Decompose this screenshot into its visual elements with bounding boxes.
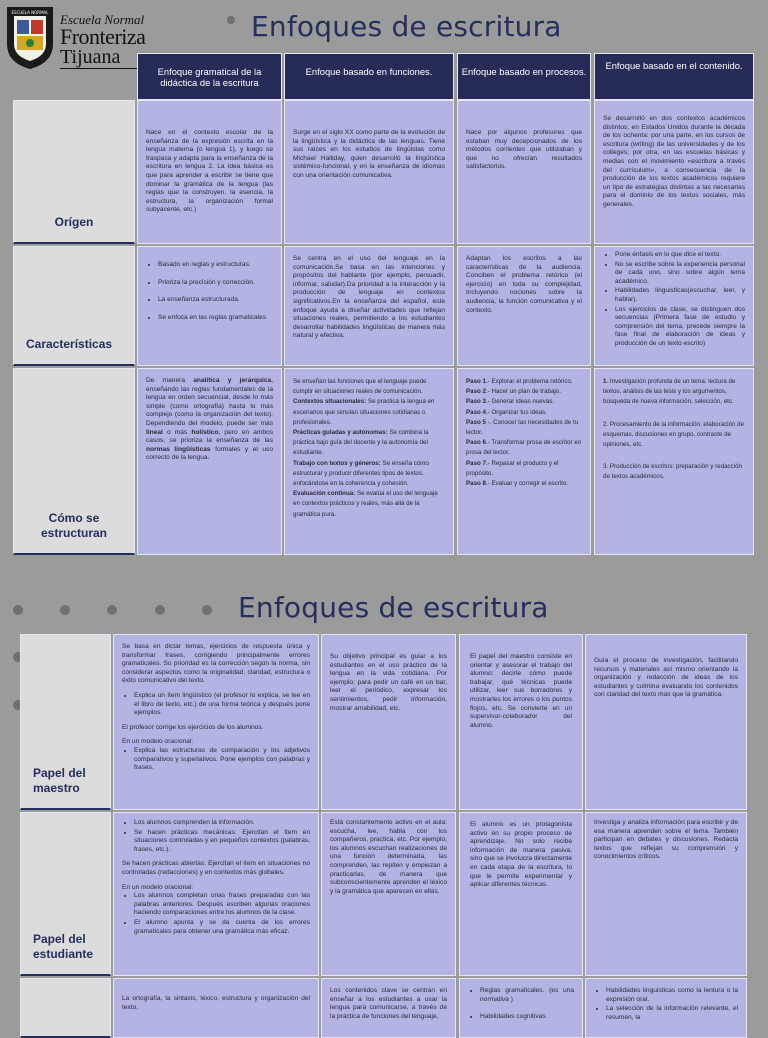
step-text: .- Hacer un plan de trabajo. — [485, 388, 561, 396]
step-text: .- Repasar el producto y el propósito. — [466, 459, 559, 477]
table-cell — [594, 368, 754, 555]
logo-line-1: Escuela Normal — [60, 12, 145, 27]
decorative-dot — [155, 605, 165, 615]
column-header-label: Enfoque basado en procesos. — [461, 66, 587, 77]
step-label: Paso 6 — [466, 439, 486, 447]
text-run-bold: Evaluación continua: — [293, 490, 356, 498]
list-item: • No se escribe sobre la experiencia personal de cada uno, sino sobre algún tema académico. — [615, 261, 745, 287]
text-block — [293, 489, 445, 520]
table-cell: Surge en el siglo XX como parte de la evolución de la lingüística y la didáctica de las lenguas. Tiene sus raíces en los estudios de lingüistas como Michael Halliday, quien desarrolló la lingüística sistémico-funcional, y en la enseñanza de idiomas con una orientación comunicativa. — [284, 100, 454, 244]
list-item: • Basado en reglas y estructuras. — [158, 261, 273, 270]
list-item: • Reglas gramaticales. (es una normativa ) — [480, 987, 574, 1004]
text-block: Se basa en dictar temas, ejercicios de respuesta única y transformar frases, corrigiendo principalmente errores gramaticales. Su prioridad es la corrección según la norma, sin considerar aspectos como la originalidad, claridad, estructura o éxito comunicativo del texto. — [122, 643, 310, 685]
text-run: 3. Producción de escritos: preparación y redacción de textos académicos. — [603, 463, 742, 481]
row-label-text: Orígen — [54, 215, 94, 229]
text-run-bold: holístico — [191, 428, 219, 436]
column-header-gramatical — [137, 53, 282, 100]
decorative-dot — [60, 605, 70, 615]
text-block — [603, 377, 745, 408]
text-run: formales y el uso correcto de la lengua. — [146, 445, 273, 462]
step-text: .- Explorar el problema retórico. — [485, 378, 573, 385]
table-cell — [459, 978, 583, 1038]
bullet-list — [146, 261, 273, 322]
bullet-list — [122, 692, 310, 718]
table-cell: Se centra en el uso del lenguaje en la comunicación.Se basa en las intenciones y propósitos del hablante (por ejemplo, persuadir, informar, saludar).Da prioridad a la interacción y la producción de lenguaje en contextos significativos.En la enseñanza del español, este enfoque ayuda a diseñar actividades que reflejan situaciones reales, permitiendo a los estudiantes desarrollar habilidades lingüísticas de manera más natural y efectiva. — [284, 246, 454, 366]
list-item: • Prioriza la precisión y corrección. — [158, 279, 273, 288]
text-run: o más — [162, 428, 192, 436]
table-cell: Adaptan los escritos a las características de la audiencia. Conciben el problema retórico (el ejercicio) en toda su complejidad, Incluyendo nociones sobre la audiencia, la función comunicativa y el contexto. — [457, 246, 591, 366]
row-label-como-se-estructuran — [13, 368, 135, 555]
list-item: • Se enfoca en las reglas gramaticales — [158, 314, 273, 323]
decorative-dot — [107, 605, 117, 615]
bullet-list — [468, 987, 574, 1022]
bullet-list — [122, 892, 310, 936]
column-header-label: Enfoque basado en el contenido. — [605, 60, 743, 71]
step-label: Paso 7 — [466, 459, 486, 467]
decorative-dot — [13, 605, 23, 615]
list-item: • Los ejercicios de clase, se distinguen dos secuencias (Primera fase de estudio y comprensión del tema, precede siempre la fase final de elaboración de ideas y producción de un texto escrito) — [615, 306, 745, 349]
step-label: Paso 2 — [466, 388, 486, 396]
bullet-list — [603, 251, 745, 349]
text-block — [293, 377, 445, 397]
step-item — [466, 387, 582, 397]
text-run-bold: analítica y jerárquica — [193, 377, 272, 384]
step-label: Paso 5 — [466, 418, 486, 426]
text-run: , pero en ambos casos, se prioriza la enseñanza de las — [146, 428, 273, 445]
row-label-contenidos — [20, 978, 111, 1038]
list-item: • Pone énfasis en lo que dice el texto. — [615, 251, 745, 260]
table-cell: El alumno es un protagonista activo en su propio proceso de aprendizaje. No solo recibe información de manera pasiva, sino que se involucra directamente en cada etapa de la escritura, lo que le permite experimentar y aplicar diferentes técnicas. — [459, 812, 583, 976]
text-block — [603, 462, 745, 482]
table-cell — [113, 634, 319, 810]
text-block — [293, 397, 445, 428]
text-block: En un modelo oracional: — [122, 883, 194, 891]
text-run-bold: lineal — [146, 428, 163, 436]
table-cell — [113, 812, 319, 976]
step-text: .- Evaluar y corregir el escrito. — [485, 480, 569, 488]
text-block: El profesor corrige los ejercicios de los alumnos. — [122, 723, 264, 731]
text-block: En un modelo oracional: — [122, 738, 194, 746]
logo-line-2: Fronteriza — [60, 24, 146, 49]
row-label-text: Cómo se estructuran — [40, 511, 108, 540]
row-label-text: Papel del estudiante — [33, 932, 94, 961]
step-label: Paso 4 — [466, 408, 486, 416]
bullet-list — [122, 747, 310, 773]
table-cell — [457, 368, 591, 555]
text-block — [293, 428, 445, 459]
row-label-text: Papel del maestro — [33, 766, 86, 795]
table-cell — [137, 368, 282, 555]
table-cell — [284, 368, 454, 555]
step-text: .- Transformar prosa de escritor en prosa del lector. — [466, 439, 582, 457]
text-run-bold: Trabajo con textos y géneros: — [293, 459, 381, 467]
text-run: . Investigación profunda de un tema: lectura de textos, análisis de las tesis y los argumentos, búsqueda de nueva información, selección, etc. — [603, 378, 736, 406]
text-run: 2. Procesamiento de la información: elaboración de esquemas, discusiones en grupo, contraste de opiniones, etc. — [603, 420, 745, 449]
step-text: -. Conocer las necesidades de tu lector. — [466, 418, 579, 437]
table-cell: Nace en el contexto escolar de la enseñanza de la expresión escrita en la lengua materna (o lengua 1), y luego se traspasa y adapta para la enseñanza de la escritura en lengua 2. La idea básica es que para aprender a escribir se tiene que dominar la gramática de la lengua (las reglas que la construyen, la esencia, la estructura, la organización formal subyacente, etc.) — [137, 100, 282, 244]
column-header-contenido — [594, 53, 754, 100]
text-run-bold: normas lingüísticas — [146, 445, 211, 453]
table-cell: El papel del maestro consiste en orientar y asesorar el trabajo del alumno: decirle cómo puede trabajar, qué técnicas puede utilizar, leer sus borradores y mostrarles los errores o los puntos flojos, etc. Se convierte en un supervisor-colaborador del alumno. — [459, 634, 583, 810]
row-label-caracteristicas — [13, 246, 135, 366]
column-header-funciones — [284, 53, 454, 100]
text-run: Se enseña cómo estructurar y producir diferentes tipos de textos, enfocándose en la coherencia y cohesión. — [293, 459, 429, 488]
text-run-bold: Contextos situacionales: — [293, 398, 367, 406]
table-cell: Guía el proceso de investigación, facilitando recursos y materiales así mismo orientando la organización y redacción de ideas de los estudiantes y culmina evaluando los contenidos con claridad del texto más que la gramática. — [585, 634, 747, 810]
row-label-papel-estudiante — [20, 812, 111, 976]
logo-line-3: Tijuana — [60, 46, 121, 68]
step-text: .- Generar ideas nuevas. — [485, 398, 555, 406]
text-block — [293, 459, 445, 490]
bullet-list — [122, 819, 310, 854]
text-run-bold: 1 — [603, 378, 607, 385]
list-item: • Habilidades linguisticas como la lentura o la expresión oral. — [606, 987, 738, 1004]
table-cell — [594, 246, 754, 366]
row-label-text: Características — [26, 337, 113, 351]
list-item: • La enseñanza estructurada. — [158, 296, 273, 305]
list-item: • Los alumnos comprenden la información. — [134, 819, 310, 828]
table-cell — [585, 978, 747, 1038]
text-run: Se enseñan las funciones que el lenguaje puede cumplir en situaciones reales de comunicación. — [293, 378, 427, 396]
step-label: Paso 1 — [466, 378, 486, 385]
crest-text: ESCUELA NORMAL — [11, 10, 49, 15]
step-text: .- Organizar tus ideas. — [485, 408, 547, 416]
text-run: Se practica la lengua en escenarios que simulan situaciones cotidianas o profesionales. — [293, 398, 435, 426]
list-item: • Se hacen prácticas mecánicas: Ejercitan el ítem en situaciones controladas y en pequeños contextos (palabras, frases, etc.). — [134, 829, 310, 855]
step-label: Paso 3 — [466, 398, 486, 406]
step-item — [466, 479, 582, 489]
text-run: Se evalúa el uso del lenguaje en contextos prácticos y reales, más allá de la gramática pura. — [293, 490, 438, 518]
table-cell: Su objetivo principal es guiar a los estudiantes en el uso práctico de la lengua en la vida cotidiana. Por ejemplo; para pedir un café en un bar, leer el periódico, expresar los sentimientos, pedir información, mostrar amabilidad, etc. — [321, 634, 456, 810]
text-run: Se combina la práctica bajo guía del docente y la autonomía del estudiante. — [293, 429, 429, 457]
step-item — [466, 459, 582, 479]
table-cell — [137, 246, 282, 366]
logo-rule — [60, 68, 138, 69]
step-item — [466, 397, 582, 407]
table-cell: Nace por algunos profesores que estaban muy decepcionados de los métodos corrientes que utilizaban y que no ofrecían resultados satisfactorios. — [457, 100, 591, 244]
row-label-origen — [13, 100, 135, 244]
column-header-procesos — [457, 53, 591, 100]
list-item: • La selección de la información relevante, el resumen, la — [606, 1005, 738, 1022]
list-item: • Habilidades linguisticas(escuchar, leer, y hablar). — [615, 287, 745, 304]
text-run-bold: Prácticas guiadas y autónomas: — [293, 429, 388, 437]
school-crest-icon — [4, 4, 56, 70]
step-item — [466, 377, 582, 387]
step-item — [466, 418, 582, 438]
bullet-list — [594, 987, 738, 1022]
decorative-dot — [227, 16, 235, 24]
text-run: De manera — [146, 377, 194, 384]
text-block — [603, 420, 745, 451]
table-cell: Investiga y analiza información para escribir y de esa manera aprenden sobre el tema. También participan en debates y discusiones. Redacta textos que reflejan su comprensión y conocimientos críticos. — [585, 812, 747, 976]
list-item: • Los alumnos completan unas frases preparadas con las palabras anteriores. Después escriben algunas oraciones haciendo comparaciones entre los alumnos de la clase. — [134, 892, 310, 918]
list-item: • Explica un ítem lingüístico (el profesor lo explica, se lee en el libro de texto, etc.) de una forma teórica y después pone ejemplos. — [134, 692, 310, 718]
table-cell: Los contenidos clave se centran en enseñar a los estudiantes a usar la lengua para comunicarse, a través de la práctica de funciones del lenguaje, — [321, 978, 456, 1038]
table-cell: Se desarrolló en dos contextos académicos distintos, en Estados Unidos durante la década de los ochenta: por una parte, en los cursos de escritura (writing) de las universidades y de los colleges; por otra, en las escuelas básicas y medias con el movimiento «escritura a través del currículum», a consecuencia de la producción de los textos académicos requiere un tipo de estrategias distintas a las necesarias para el dominio de los textos sociales, más generales. — [594, 100, 754, 244]
text-run: , enseñando las reglas fundamentales de la lengua en orden secuencial, desde lo más simple (como ortografía) hasta lo más complejo (como la organización del texto). Dependiendo del modelo, puede ser más — [146, 377, 273, 427]
table-cell: Está constantemente activo en el aula: escucha, lee, habla con los compañeros, practica, etc. Por ejemplo, los alumnos escuchan realizaciones de una función determinada, las comprenden, las repiten y empiezan a practicarlas, de manera que subconscientemente aprenden el léxico y la gramática que aparecen en ellas. — [321, 812, 456, 976]
list-item: • El alumno apunta y se da cuenta de los errores gramaticales para obtener una gramática más eficaz. — [134, 919, 310, 936]
list-item: • Habilidades cognitivas. — [480, 1013, 574, 1022]
text-block: Se hacen prácticas abiertas: Ejercitan el ítem en situaciones no controladas (redacciones) y en contextos más globales. — [122, 860, 310, 876]
table-cell: La ortografía, la sintaxis, léxico, estructura y organización del texto. — [113, 978, 319, 1038]
step-item — [466, 408, 582, 418]
decorative-dot — [202, 605, 212, 615]
column-header-label: Enfoque basado en funciones. — [305, 66, 433, 77]
column-header-label: Enfoque gramatical de la didáctica de la escritura — [157, 66, 262, 88]
row-label-papel-maestro — [20, 634, 111, 810]
list-item: • Explica las estructuras de comparación y los adjetivos comparativos y superlativos. Pone ejemplos con palabras y frases. — [134, 747, 310, 773]
step-item — [466, 438, 582, 458]
page-title: Enfoques de escritura — [251, 10, 562, 43]
step-label: Paso 8 — [466, 480, 486, 488]
page-title-2: Enfoques de escritura — [238, 591, 549, 624]
